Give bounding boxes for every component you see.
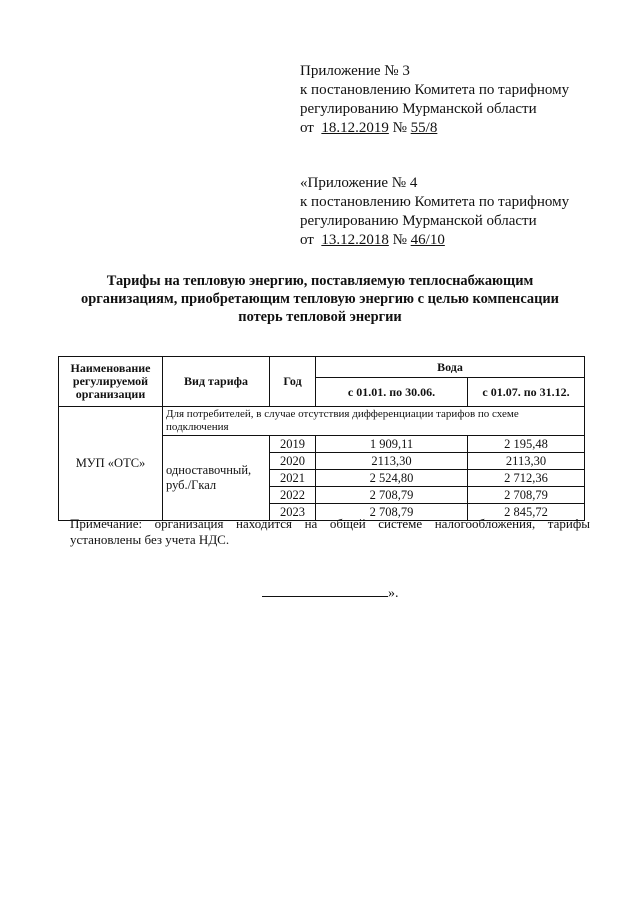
tariff-table	[58, 356, 585, 521]
tariff-first-half: 2113,30	[316, 453, 468, 470]
document-title-line2: организациям, приобретающим тепловую энергию с целью компенсации	[81, 291, 559, 307]
consumers-note: Для потребителей, в случае отсутствия дифференциации тарифов по схеме подключения	[163, 407, 585, 436]
year-cell: 2022	[270, 487, 316, 504]
year-cell: 2020	[270, 453, 316, 470]
appendix-current-number: 55/8	[410, 120, 438, 136]
tariff-second-half: 2113,30	[468, 453, 585, 470]
header-tariff-type: Вид тарифа	[163, 357, 270, 407]
header-organization-line1: Наименование	[70, 361, 151, 375]
tariff-first-half: 2 708,79	[316, 487, 468, 504]
document-title-line3: потерь тепловой энергии	[238, 309, 402, 325]
appendix-current-line1: к постановлению Комитета по тарифному	[300, 82, 570, 98]
footnote	[70, 516, 590, 548]
organization-name: МУП «ОТС»	[59, 407, 163, 521]
appendix-current-title: Приложение № 3	[300, 63, 410, 79]
header-organization	[59, 357, 163, 407]
tariff-first-half: 2 708,79	[316, 504, 468, 521]
tariff-type-line1: одноставочный,	[166, 463, 252, 477]
tariff-type	[163, 436, 270, 521]
appendix-current-line2: регулированию Мурманской области	[300, 101, 537, 117]
year-cell: 2023	[270, 504, 316, 521]
header-row-top	[59, 357, 585, 378]
closing-quote: ».	[388, 586, 399, 601]
appendix-previous-line1: к постановлению Комитета по тарифному	[300, 194, 570, 210]
appendix-previous-date-line	[300, 231, 610, 250]
tariff-second-half: 2 845,72	[468, 504, 585, 521]
footnote-line2: установлены без учета НДС.	[70, 532, 230, 547]
appendix-current-date-line	[300, 119, 610, 138]
appendix-current-no-sign: №	[392, 120, 407, 136]
header-period-first-half: с 01.01. по 30.06.	[316, 378, 468, 407]
appendix-current-block	[300, 62, 610, 138]
tariff-second-half: 2 195,48	[468, 436, 585, 453]
tariff-table-body	[59, 407, 585, 521]
year-cell: 2021	[270, 470, 316, 487]
header-period-second-half: с 01.07. по 31.12.	[468, 378, 585, 407]
document-title	[20, 272, 620, 326]
tariff-first-half: 2 524,80	[316, 470, 468, 487]
appendix-previous-title: «Приложение № 4	[300, 175, 418, 191]
signature-line	[262, 584, 388, 597]
tariff-second-half: 2 712,36	[468, 470, 585, 487]
header-organization-line3: организации	[75, 387, 146, 401]
footnote-line1: Примечание: организация находится на общей системе налогообложения, тарифы	[70, 516, 590, 531]
appendix-previous-line2: регулированию Мурманской области	[300, 213, 537, 229]
appendix-current-date: 18.12.2019	[321, 120, 389, 136]
header-organization-line2: регулируемой	[72, 374, 149, 388]
closing-signature	[262, 584, 399, 602]
header-water: Вода	[316, 357, 585, 378]
tariff-second-half: 2 708,79	[468, 487, 585, 504]
appendix-previous-from: от	[300, 232, 314, 248]
header-year: Год	[270, 357, 316, 407]
appendix-previous-date: 13.12.2018	[321, 232, 389, 248]
tariff-type-line2: руб./Гкал	[166, 478, 217, 492]
document-title-line1: Тарифы на тепловую энергию, поставляемую теплоснабжающим	[106, 273, 534, 289]
appendix-current-from: от	[300, 120, 314, 136]
appendix-previous-block	[300, 174, 610, 250]
consumers-note-row	[59, 407, 585, 436]
tariff-first-half: 1 909,11	[316, 436, 468, 453]
appendix-previous-no-sign: №	[392, 232, 407, 248]
appendix-previous-number: 46/10	[410, 232, 445, 248]
year-cell: 2019	[270, 436, 316, 453]
